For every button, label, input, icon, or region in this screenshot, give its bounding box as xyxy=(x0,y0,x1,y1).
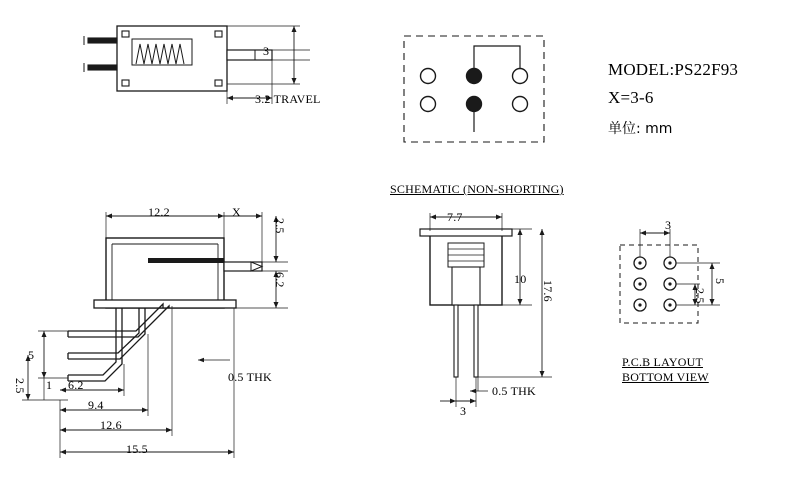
dim-thk-side-label: 0.5 THK xyxy=(228,370,272,384)
dim-len-9p4-label: 9.4 xyxy=(88,398,104,412)
dim-thk-front-label: 0.5 THK xyxy=(492,384,536,398)
dim-travel-label: 3.2 TRAVEL xyxy=(255,92,321,106)
variant-label: X=3-6 xyxy=(608,88,654,107)
dim-stem-6p2-label: 6.2 xyxy=(273,272,287,288)
top-view xyxy=(60,8,360,138)
dim-pin-gap-3-label: 3 xyxy=(460,404,467,418)
schematic-view xyxy=(390,20,570,160)
pcb-layout-caption-line1: P.C.B LAYOUT xyxy=(622,355,703,369)
model-label: MODEL:PS22F93 xyxy=(608,60,739,79)
side-view xyxy=(8,200,338,475)
dim-pitch-6p2-label: 6.2 xyxy=(68,378,84,392)
dim-height3-label: 3 xyxy=(263,44,270,58)
pcb-layout-view xyxy=(600,215,780,355)
dim-pin5-label: 5 xyxy=(28,348,35,362)
dim-pcb-pitch3-label: 3 xyxy=(665,218,672,232)
unit-label: 单位: mm xyxy=(608,121,673,137)
title-block xyxy=(608,60,738,138)
dim-h17p6-label: 17.6 xyxy=(541,280,555,302)
pcb-layout-caption xyxy=(622,355,709,385)
schematic-caption: SCHEMATIC (NON-SHORTING) xyxy=(390,182,564,196)
dim-len-12p6-label: 12.6 xyxy=(100,418,122,432)
dim-width-7p7-label: 7.7 xyxy=(447,210,463,224)
dim-pcb-pitch2p5-label: 2.5 xyxy=(693,288,707,304)
pcb-layout-caption-line2: BOTTOM VIEW xyxy=(622,370,709,384)
dim-len-15p5-label: 15.5 xyxy=(126,442,148,456)
dim-stem-2p5-label: 2.5 xyxy=(273,218,287,234)
dim-stem-x-label: X xyxy=(232,205,241,219)
dim-pin2p5-label: 2.5 xyxy=(13,378,27,394)
dim-h10-label: 10 xyxy=(514,272,527,286)
dim-pcb-pitch5-label: 5 xyxy=(713,278,727,285)
dim-pin1-label: 1 xyxy=(46,378,53,392)
dim-body-length-label: 12.2 xyxy=(148,205,170,219)
